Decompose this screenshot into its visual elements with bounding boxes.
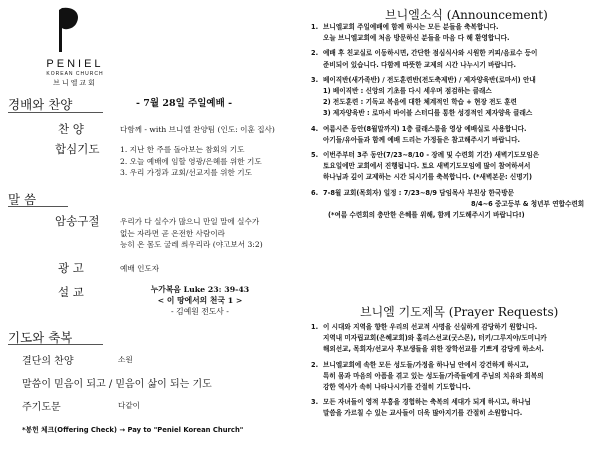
church-logo-icon [52, 4, 82, 54]
item-line: 지역내 미자립교회(은혜교회)와 홀리스선교(굿스몬), 터키/그루지야/도미니카 [323, 334, 547, 343]
item-line: 해외선교, 목회자/선교사 후보생들을 위한 장학선교를 기쁘게 감당케 하소서. [323, 345, 544, 354]
divider [8, 344, 103, 345]
item-line: 2) 전도훈련 : 기독교 복음에 대한 체계적인 학습 + 현장 전도 훈련 [323, 98, 517, 107]
item-line: 특히 몸과 마음의 아픔을 겪고 있는 성도들/가족들에게 주님의 치유와 회복의 [323, 371, 544, 380]
service-date: - 7월 28일 주일예배 - [136, 98, 233, 109]
list-item: 3. 우리 가정과 교회/선교지를 위한 기도 [120, 168, 252, 177]
divider [8, 112, 103, 113]
notice-label: 광 고 [58, 261, 84, 275]
motto: 말씀이 믿음이 되고 / 믿음이 삶이 되는 기도 [22, 379, 212, 390]
word-title: 말 씀 [8, 192, 37, 207]
closing-label: 결단의 찬양 [22, 356, 74, 367]
item-number: 3. [311, 75, 319, 84]
sermon-ref: 누가복음 Luke 23: 39-43 [150, 285, 250, 294]
item-number: 3. [311, 398, 319, 407]
item-line: (*여름 수련회의 충만한 은혜를 위해, 함께 기도해주시기 바랍니다!) [328, 211, 525, 220]
list-item [311, 75, 596, 120]
item-line: 7-8월 교회(목회자) 일정 : 7/23~8/9 담임목사 부친상 한국방문 [323, 188, 514, 197]
list-item [311, 150, 596, 184]
sermon-title: < 이 땅에서의 천국 1 > [157, 296, 243, 305]
verse-line: 우리가 다 실수가 많으니 만일 말에 실수가 [120, 217, 260, 226]
divider [8, 206, 68, 207]
prayer-label: 합심기도 [55, 142, 100, 156]
list-item [311, 397, 596, 419]
item-line: 강한 역사가 속히 나타나시기를 간절히 기도합니다. [323, 383, 471, 392]
list-item [311, 124, 596, 146]
list-item [311, 22, 596, 44]
item-number: 2. [311, 49, 319, 58]
item-line: 말씀을 가르칠 수 있는 교사들이 더욱 많아지기를 간절히 소원합니다. [323, 409, 523, 418]
item-line: 베이직반(새가족반) / 전도훈련반(전도축제반) / 제자양육반(로마서) 안내 [323, 75, 536, 84]
praise-text: 다함께 - with 브니엘 찬양팀 (인도: 이훈 집사) [120, 125, 275, 134]
item-line: 토요일에만 교회에서 진행됩니다. 토요 새벽기도모임에 많이 참여하셔서 [323, 162, 531, 171]
sermon-preacher: - 김예원 전도사 - [171, 307, 229, 316]
item-number: 1. [311, 323, 319, 331]
lords-prayer-label: 주기도문 [22, 402, 61, 413]
item-line: 하나님과 깊이 교제하는 시간 되시기를 축복합니다. (*새벽본문: 신명기) [323, 173, 533, 182]
lords-prayer-text: 다같이 [118, 401, 141, 410]
list-item [311, 360, 596, 394]
item-number: 2. [311, 360, 319, 369]
list-item [311, 188, 596, 222]
item-line: 여름시즌 동안(8월말까지) 1층 클래스룸을 영상 예배실로 사용합니다. [323, 124, 527, 133]
brand-name: PENIEL [46, 58, 104, 70]
item-line: 아기들/유아들과 함께 예배 드리는 가정들은 참고해주시기 바랍니다. [323, 135, 521, 144]
brand-block [40, 58, 110, 88]
list-item: 1. 지난 한 주를 돌아보는 참회의 기도 [120, 145, 245, 154]
list-item: 2. 오늘 예배에 임할 영광/은혜를 위한 기도 [120, 156, 262, 166]
announcement-title: 브니엘소식 (Announcement) [385, 8, 548, 22]
item-number: 1. [311, 23, 319, 31]
item-line: 8/4~6 중고등부 & 청년부 연합수련회 [471, 199, 585, 208]
item-number: 5. [311, 151, 319, 160]
item-line: 모든 자녀들이 영적 부흥을 경험하는 축복의 세대가 되게 하시고, 하나님 [323, 398, 531, 407]
memory-verse [120, 216, 263, 251]
item-line: 브니엘교회 주일예배에 함께 하시는 모든 분들을 축복합니다. [323, 23, 499, 31]
prayer-requests-title: 브니엘 기도제목 (Prayer Requests) [360, 305, 559, 319]
list-item [311, 48, 596, 70]
prayer-list [120, 144, 262, 179]
item-line: 이 시대와 지역을 향한 우리의 선교적 사명을 신실하게 감당하기 원합니다. [323, 323, 538, 331]
item-number: 4. [311, 124, 319, 133]
item-line: 1) 베이직반 : 신앙의 기초를 다시 세우며 점검하는 클래스 [323, 87, 492, 96]
item-line: 예배 후 친교실로 이동하시면, 간단한 점심식사와 시원한 커피/음료수 등이 [323, 49, 538, 58]
closing-text: 소원 [118, 355, 133, 364]
sermon-label: 설 교 [58, 285, 84, 299]
list-item [311, 322, 596, 356]
prayer-request-list [311, 322, 596, 420]
verse-line: 없는 자라면 곧 온전한 사람이라 [120, 228, 226, 238]
offering-note: *봉헌 체크(Offering Check) → Pay to "Peniel Korean Church" [22, 426, 244, 434]
item-line: 오늘 브니엘교회에 처음 방문하신 분들을 마음 다 해 환영합니다. [323, 34, 510, 43]
brand-korean: 브니엘교회 [53, 79, 97, 87]
item-line: 이번주부터 3주 동안(7/23~8/10 - 장례 및 수련회 기간) 새벽기도모임은 [323, 151, 540, 160]
sermon-block [130, 284, 270, 317]
item-line: 3) 제자양육반 : 로마서 바이블 스터디를 통한 성경적인 제자양육 클래스 [323, 109, 533, 118]
announcement-list [311, 22, 596, 221]
notice-text: 예배 인도자 [120, 264, 160, 273]
memory-label: 암송구절 [55, 214, 100, 228]
prayer-blessing-title: 기도와 축복 [8, 330, 73, 345]
item-line: 브니엘교회에 속한 모든 성도들/가정을 하나님 안에서 강건하게 하시고, [323, 360, 529, 369]
brand-subname: KOREAN CHURCH [46, 71, 104, 77]
worship-title: 경배와 찬양 [8, 97, 73, 112]
item-number: 6. [311, 188, 319, 197]
item-line: 준비되어 있습니다. 다함께 따뜻한 교제의 시간 나누시기 바랍니다. [323, 60, 517, 69]
praise-label: 찬 양 [58, 122, 84, 136]
verse-line: 능히 온 몸도 굴레 씌우리라 (야고보서 3:2) [120, 240, 263, 249]
